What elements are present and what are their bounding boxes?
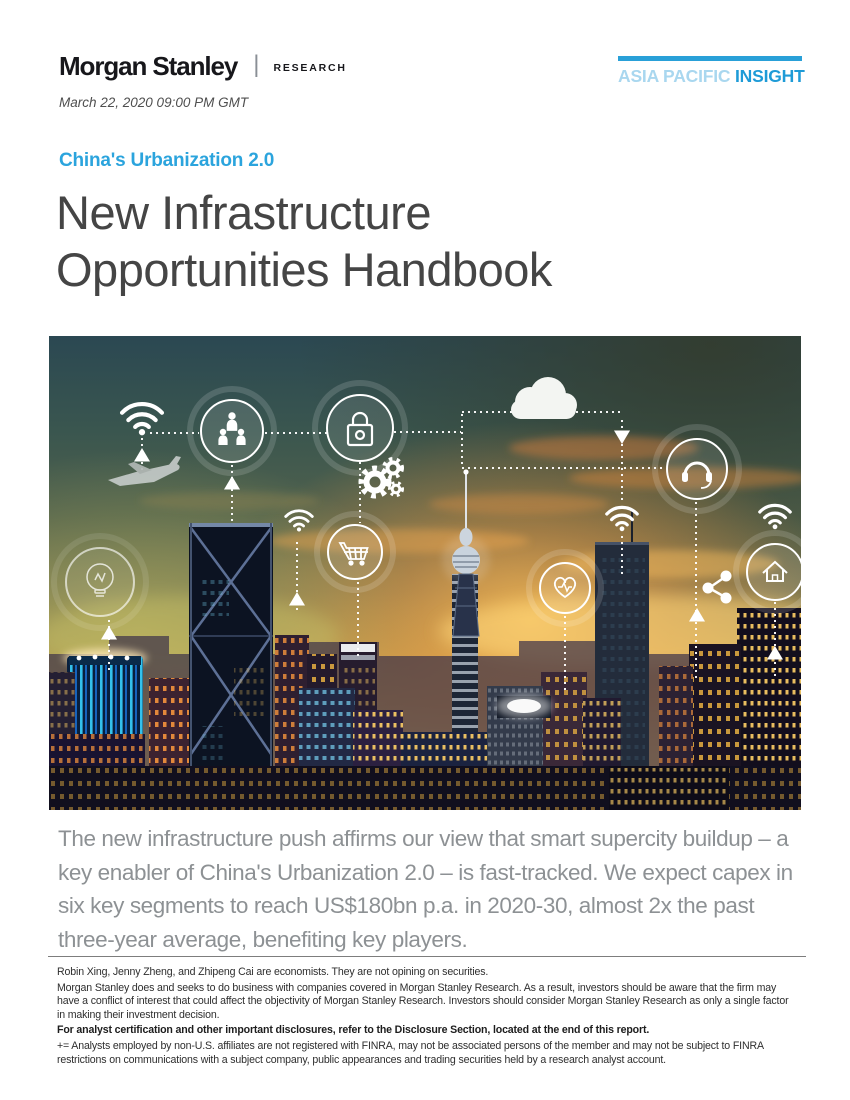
shopping-cart-icon <box>317 514 393 590</box>
series-badge-text <box>618 66 805 87</box>
disclosure-block <box>57 966 799 1069</box>
publish-datetime: March 22, 2020 09:00 PM GMT <box>59 95 249 110</box>
smart-city-illustration <box>49 336 801 810</box>
headset-icon <box>655 427 739 511</box>
finra-note: += Analysts employed by non-U.S. affiliates are not registered with FINRA, may not be associated persons of the member and may not be subject to FINRA restrictions on communications with a subject company, public appearances and trading securities held by a research analyst account. <box>57 1039 764 1066</box>
conflict-disclosure: Morgan Stanley does and seeks to do business with companies covered in Morgan Stanley Research. As a result, investors should be aware that the firm may have a conflict of interest that could affect the objectivity of Morgan Stanley Research. Investors should consider Morgan Stanley Research as only a single factor in making their investment decision. <box>57 981 789 1021</box>
footer-divider <box>48 956 806 957</box>
series-badge <box>618 56 805 87</box>
brand-divider: | <box>253 51 260 78</box>
report-title <box>56 184 756 298</box>
brand-row <box>59 50 347 82</box>
series-region-label: ASIA PACIFIC <box>618 66 735 86</box>
analyst-note: Robin Xing, Jenny Zheng, and Zhipeng Cai are economists. They are not opining on securities. <box>57 966 489 978</box>
series-type-label: INSIGHT <box>735 66 805 86</box>
lightbulb-icon <box>54 536 146 628</box>
report-title-line2: Opportunities Handbook <box>56 243 552 296</box>
report-series-title: China's Urbanization 2.0 <box>59 150 275 171</box>
hero-image <box>49 336 801 810</box>
report-title-line1: New Infrastructure <box>56 186 431 239</box>
people-icon <box>190 389 274 473</box>
report-summary: The new infrastructure push affirms our view that smart supercity buildup – a key enabler of China's Urbanization 2.0 – is fast-tracked. We expect capex in six key segments to reach US$180bn p.a. in 2020-30, almost 2x the past three-year average, benefiting key players. <box>58 826 793 952</box>
division-label: RESEARCH <box>273 62 347 74</box>
series-badge-bar <box>618 56 802 61</box>
morgan-stanley-logo: Morgan Stanley <box>59 50 238 81</box>
health-monitor-icon <box>529 552 601 624</box>
certification-note: For analyst certification and other important disclosures, refer to the Disclosure Section, located at the end of this report. <box>57 1024 650 1037</box>
